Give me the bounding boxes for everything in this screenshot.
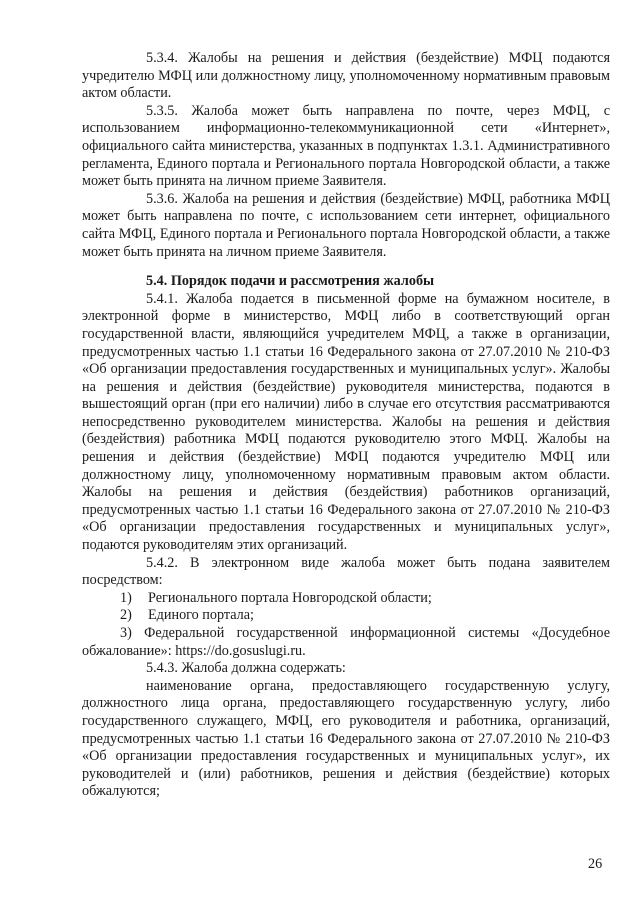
paragraph-5-3-4: 5.3.4. Жалобы на решения и действия (бездействие) МФЦ подаются учредителю МФЦ или должностному лицу, уполномоченному нормативным правовым актом области.: [82, 50, 610, 102]
list-item-number: 1): [120, 589, 132, 606]
paragraph-5-4-3-item: наименование органа, предоставляющего государственную услугу, должностного лица органа, предоставляющего государственную услугу, либо государственного служащего, МФЦ, его руководителя и работника, организаций, предусмотренных частью 1.1 статьи 16 Федерального закона от 27.07.2010 № 210-ФЗ «Об организации предоставления государственных и муниципальных услуг», их руководителей и (или) работников, решения и действия (бездействие) которых обжалуются;: [82, 677, 610, 800]
page-number: 26: [588, 856, 603, 872]
paragraph-5-3-5: 5.3.5. Жалоба может быть направлена по почте, через МФЦ, с использованием информационно-телекоммуникационной сети «Интернет», официального сайта министерства, указанных в подпунктах 1.3.1. Административного регламента, Единого портала и Регионального портала Новгородской области, а также может быть принята на личном приеме Заявителя.: [82, 102, 610, 190]
list-item: [82, 590, 610, 608]
paragraph-5-4-2: 5.4.2. В электронном виде жалоба может быть подана заявителем посредством:: [82, 554, 610, 589]
list-item-text: Регионального портала Новгородской области;: [148, 589, 432, 606]
paragraph-5-4-3: 5.4.3. Жалоба должна содержать:: [146, 660, 346, 677]
section-heading-5-4: 5.4. Порядок подачи и рассмотрения жалобы: [146, 273, 435, 290]
paragraph-5-3-6: 5.3.6. Жалоба на решения и действия (бездействие) МФЦ, работника МФЦ может быть направлена по почте, с использованием сети интернет, официального сайта МФЦ, Единого портала и Регионального портала Новгородской области, а также может быть принята на личном приеме Заявителя.: [82, 190, 610, 260]
paragraph-5-4-1: 5.4.1. Жалоба подается в письменной форме на бумажном носителе, в электронной форме в министерство, МФЦ либо в соответствующий орган государственной власти, являющийся учредителем МФЦ, а также в организации, предусмотренных частью 1.1 статьи 16 Федерального закона от 27.07.2010 № 210-ФЗ «Об организации предоставления государственных и муниципальных услуг». Жалобы на решения и действия (бездействие) руководителя министерства, подаются в вышестоящий орган (при его наличии) либо в случае его отсутствия рассматриваются непосредственно руководителем министерства. Жалобы на решения и действия (бездействия) работника МФЦ подаются руководителю этого МФЦ. Жалобы на решения и действия (бездействие) МФЦ подаются учредителю МФЦ или должностному лицу, уполномоченному нормативным правовым актом области. Жалобы на решения и действия (бездействия) работников организаций, предусмотренных частью 1.1 статьи 16 Федерального закона от 27.07.2010 № 210-ФЗ «Об организации предоставления государственных и муниципальных услуг», подаются руководителям этих организаций.: [82, 290, 610, 554]
document-body: [82, 50, 610, 801]
list-item-text: Единого портала;: [148, 607, 254, 624]
list-item: [82, 607, 610, 625]
list-item-number: 2): [120, 607, 132, 624]
list-item-3: 3) Федеральной государственной информационной системы «Досудебное обжалование»: https://do.gosuslugi.ru.: [82, 625, 610, 659]
